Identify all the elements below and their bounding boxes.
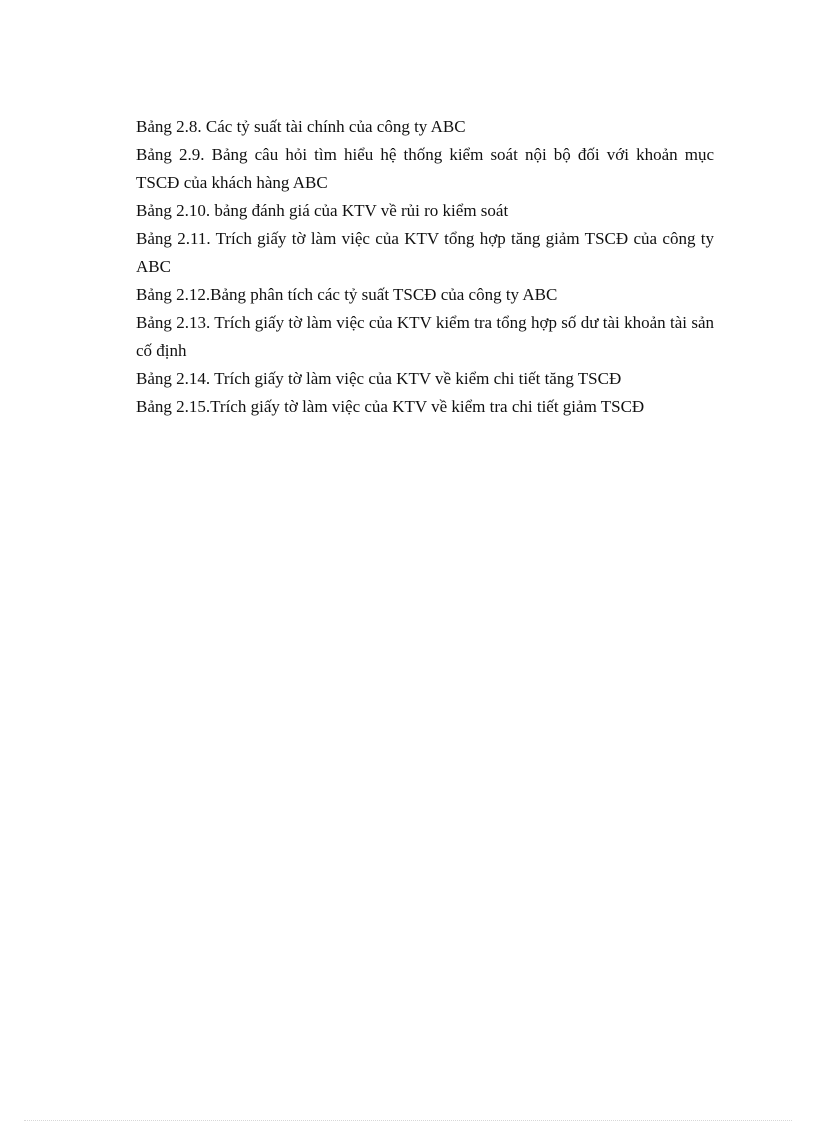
list-item: Bảng 2.9. Bảng câu hỏi tìm hiểu hệ thống kiểm soát nội bộ đối với khoản mục TSCĐ của khách hàng ABC [136,145,714,192]
page-bottom-divider [24,1120,792,1121]
list-item: Bảng 2.10. bảng đánh giá của KTV về rủi ro kiểm soát [136,201,509,220]
list-item: Bảng 2.11. Trích giấy tờ làm việc của KTV tổng hợp tăng giảm TSCĐ của công ty ABC [136,229,714,276]
list-item: Bảng 2.13. Trích giấy tờ làm việc của KTV kiểm tra tổng hợp số dư tài khoản tài sản cố định [136,313,714,360]
list-item: Bảng 2.12.Bảng phân tích các tỷ suất TSCĐ của công ty ABC [136,285,558,304]
list-item: Bảng 2.8. Các tỷ suất tài chính của công ty ABC [136,117,466,136]
list-of-tables [136,113,714,421]
list-item: Bảng 2.14. Trích giấy tờ làm việc của KTV về kiểm chi tiết tăng TSCĐ [136,369,622,388]
list-item: Bảng 2.15.Trích giấy tờ làm việc của KTV về kiểm tra chi tiết giảm TSCĐ [136,397,645,416]
